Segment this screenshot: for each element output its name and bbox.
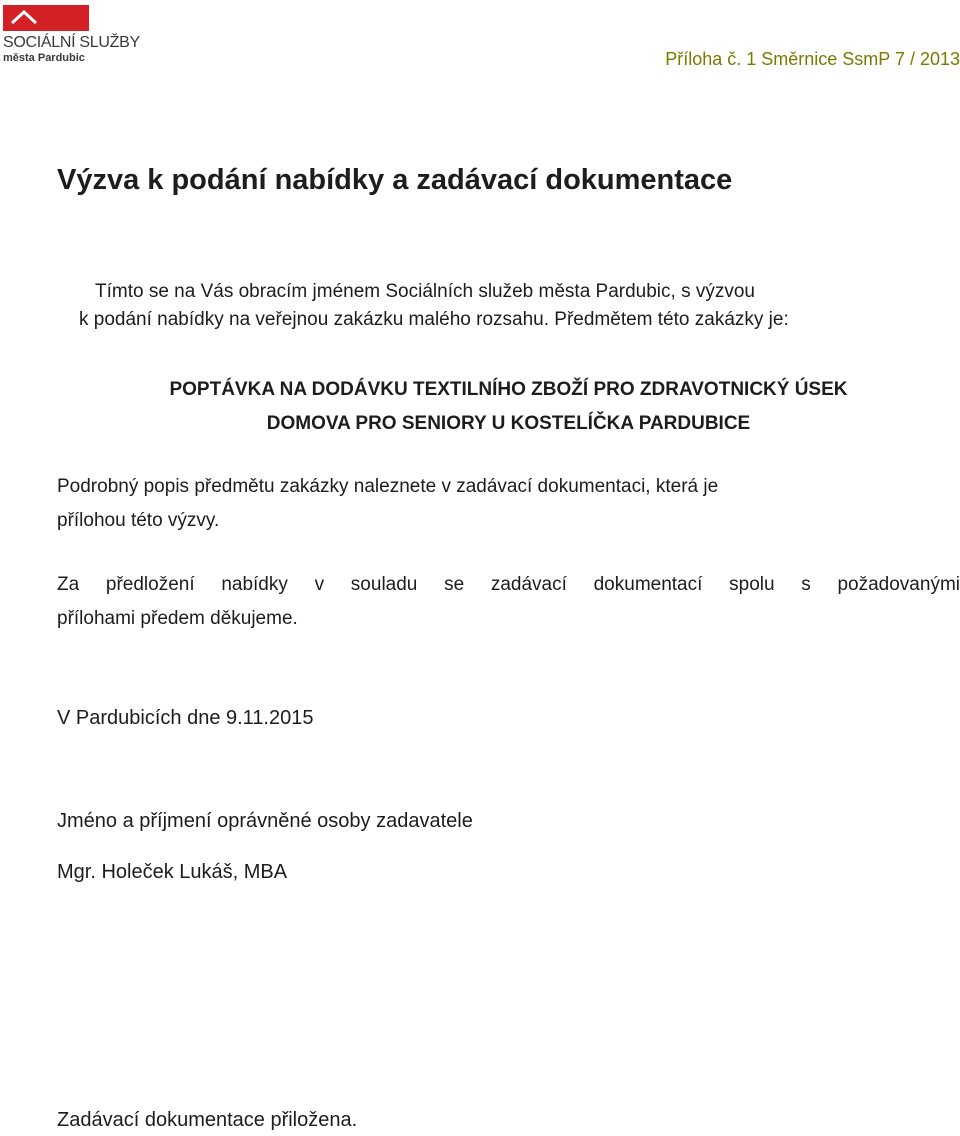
- place-and-date: V Pardubicích dne 9.11.2015: [57, 707, 314, 729]
- logo-text-secondary: města Pardubic: [3, 52, 85, 64]
- intro-line-2: k podání nabídky na veřejnou zakázku malého rozsahu. Předmětem této zakázky je:: [79, 309, 789, 330]
- subject-line-1: POPTÁVKA NA DODÁVKU TEXTILNÍHO ZBOŽÍ PRO ZDRAVOTNICKÝ ÚSEK: [169, 379, 848, 400]
- intro-paragraph: [57, 278, 957, 334]
- signer-name: Mgr. Holeček Lukáš, MBA: [57, 861, 288, 883]
- organization-logo: [2, 5, 140, 67]
- page-title: Výzva k podání nabídky a zadávací dokumentace: [57, 164, 733, 196]
- document-reference: Příloha č. 1 Směrnice SsmP 7 / 2013: [665, 49, 960, 69]
- thanks-line-2: přílohami předem děkujeme.: [57, 608, 298, 629]
- details-paragraph: [57, 470, 960, 538]
- thanks-line-1: Za předložení nabídky v souladu se zadávací dokumentací spolu s požadovanými: [57, 574, 960, 595]
- intro-line-1: Tímto se na Vás obracím jménem Sociálních služeb města Pardubic, s výzvou: [95, 281, 755, 302]
- subject-line-2: DOMOVA PRO SENIORY U KOSTELÍČKA PARDUBICE: [266, 413, 751, 434]
- details-line-2: přílohou této výzvy.: [57, 510, 220, 531]
- thanks-paragraph: [57, 568, 960, 636]
- signer-label: Jméno a příjmení oprávněné osoby zadavatele: [57, 810, 473, 832]
- roof-chevron-icon: [3, 5, 89, 31]
- attachment-note: Zadávací dokumentace přiložena.: [57, 1109, 358, 1131]
- logo-text-primary: SOCIÁLNÍ SLUŽBY: [3, 34, 140, 51]
- contract-subject: [57, 373, 960, 441]
- details-line-1: Podrobný popis předmětu zakázky naleznete v zadávací dokumentaci, která je: [57, 476, 719, 497]
